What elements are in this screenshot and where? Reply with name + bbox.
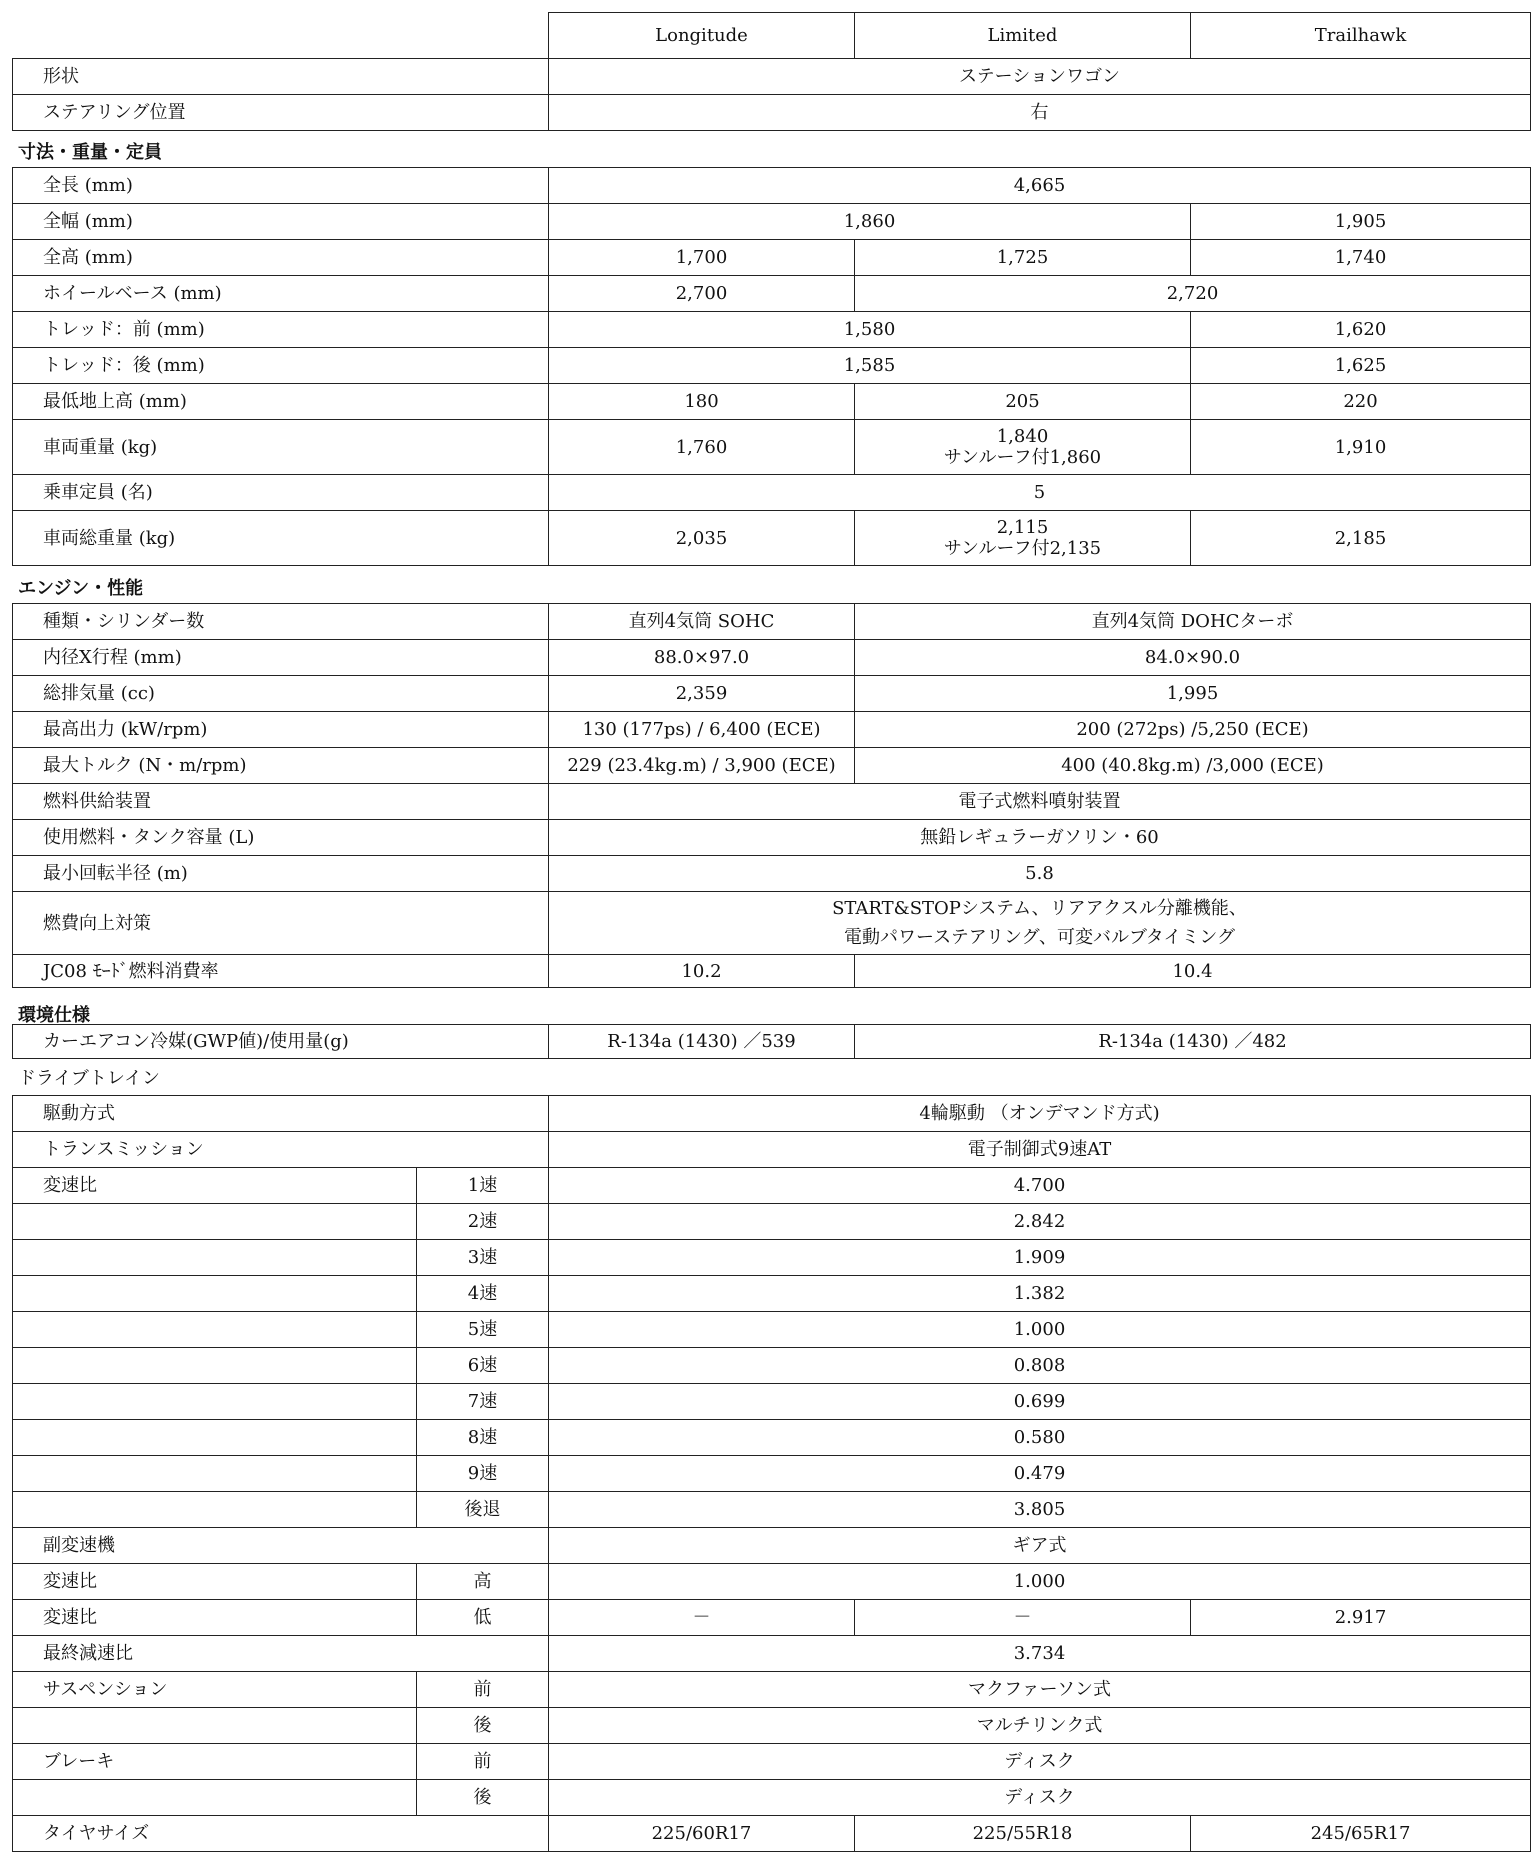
spec-table-top bbox=[12, 12, 1531, 131]
table-row bbox=[13, 204, 1531, 240]
table-row bbox=[13, 59, 1531, 95]
row-value: 直列4気筒 DOHCターボ bbox=[855, 604, 1531, 640]
table-row bbox=[13, 892, 1531, 955]
row-label: サスペンション bbox=[13, 1672, 417, 1708]
gear-label: 3速 bbox=[417, 1240, 549, 1276]
row-label: 副変速機 bbox=[13, 1528, 549, 1564]
row-label: 燃費向上対策 bbox=[13, 892, 549, 955]
table-row bbox=[13, 1708, 1531, 1744]
table-row bbox=[13, 1204, 1531, 1240]
row-label bbox=[13, 1312, 417, 1348]
table-row bbox=[13, 1384, 1531, 1420]
row-label: 内径X行程 (mm) bbox=[13, 640, 549, 676]
value-line: 2,115 bbox=[996, 517, 1049, 538]
row-value: 1.909 bbox=[549, 1240, 1531, 1276]
table-row bbox=[13, 1456, 1531, 1492]
row-value bbox=[549, 892, 1531, 955]
row-value: 0.479 bbox=[549, 1456, 1531, 1492]
table-row bbox=[13, 1240, 1531, 1276]
gear-label: 8速 bbox=[417, 1420, 549, 1456]
row-value: － bbox=[855, 1600, 1191, 1636]
table-row bbox=[13, 1528, 1531, 1564]
row-value: 220 bbox=[1191, 384, 1531, 420]
row-label: トランスミッション bbox=[13, 1132, 549, 1168]
value-line: サンルーフ付1,860 bbox=[943, 447, 1102, 468]
spec-table-dimensions bbox=[12, 167, 1531, 566]
table-row bbox=[13, 1744, 1531, 1780]
row-value: 2.842 bbox=[549, 1204, 1531, 1240]
row-value: 1,860 bbox=[549, 204, 1191, 240]
table-row bbox=[13, 312, 1531, 348]
row-value: マルチリンク式 bbox=[549, 1708, 1531, 1744]
table-row bbox=[13, 604, 1531, 640]
row-value bbox=[855, 420, 1191, 475]
table-row bbox=[13, 1132, 1531, 1168]
section-title-engine: エンジン・性能 bbox=[18, 578, 144, 599]
row-value: 0.699 bbox=[549, 1384, 1531, 1420]
table-row bbox=[13, 1420, 1531, 1456]
row-label: 最大トルク (N・m/rpm) bbox=[13, 748, 549, 784]
row-value: 0.580 bbox=[549, 1420, 1531, 1456]
gear-label: 9速 bbox=[417, 1456, 549, 1492]
row-value bbox=[855, 511, 1191, 566]
table-row bbox=[13, 348, 1531, 384]
sub-label: 前 bbox=[417, 1672, 549, 1708]
row-value: 5.8 bbox=[549, 856, 1531, 892]
col-trailhawk: Trailhawk bbox=[1191, 13, 1531, 59]
gear-label: 2速 bbox=[417, 1204, 549, 1240]
row-value: 4輪駆動 （オンデマンド方式) bbox=[549, 1096, 1531, 1132]
gear-label: 4速 bbox=[417, 1276, 549, 1312]
table-row bbox=[13, 1564, 1531, 1600]
value-line: 1,840 bbox=[996, 426, 1049, 447]
row-value: 205 bbox=[855, 384, 1191, 420]
row-value: 1,580 bbox=[549, 312, 1191, 348]
row-label: 最小回転半径 (m) bbox=[13, 856, 549, 892]
table-row bbox=[13, 1636, 1531, 1672]
row-value: 3.734 bbox=[549, 1636, 1531, 1672]
row-value: 1,725 bbox=[855, 240, 1191, 276]
row-label: 形状 bbox=[13, 59, 549, 95]
row-value: 10.2 bbox=[549, 955, 855, 988]
row-value: 245/65R17 bbox=[1191, 1816, 1531, 1852]
row-label bbox=[13, 1456, 417, 1492]
row-label bbox=[13, 1708, 417, 1744]
row-value: － bbox=[549, 1600, 855, 1636]
sub-label: 後 bbox=[417, 1708, 549, 1744]
row-value: 1,760 bbox=[549, 420, 855, 475]
table-row bbox=[13, 384, 1531, 420]
table-row bbox=[13, 1168, 1531, 1204]
row-label: ステアリング位置 bbox=[13, 95, 549, 131]
row-value: 1,585 bbox=[549, 348, 1191, 384]
table-row bbox=[13, 240, 1531, 276]
row-value: 1.382 bbox=[549, 1276, 1531, 1312]
row-label: カーエアコン冷媒(GWP値)/使用量(g) bbox=[13, 1025, 549, 1059]
row-value: 5 bbox=[549, 475, 1531, 511]
row-value: 無鉛レギュラーガソリン・60 bbox=[549, 820, 1531, 856]
row-label: 駆動方式 bbox=[13, 1096, 549, 1132]
row-value: 4.700 bbox=[549, 1168, 1531, 1204]
row-value: 右 bbox=[549, 95, 1531, 131]
row-label: 総排気量 (cc) bbox=[13, 676, 549, 712]
row-label bbox=[13, 1276, 417, 1312]
row-value: 10.4 bbox=[855, 955, 1531, 988]
row-label: 最終減速比 bbox=[13, 1636, 549, 1672]
row-label: タイヤサイズ bbox=[13, 1816, 549, 1852]
row-label: 使用燃料・タンク容量 (L) bbox=[13, 820, 549, 856]
row-value: R-134a (1430) ／482 bbox=[855, 1025, 1531, 1059]
row-value: 4,665 bbox=[549, 168, 1531, 204]
row-value: 直列4気筒 SOHC bbox=[549, 604, 855, 640]
value-line: START&STOPシステム、リアアクスル分離機能、 bbox=[832, 898, 1247, 919]
table-row bbox=[13, 420, 1531, 475]
row-value: 電子制御式9速AT bbox=[549, 1132, 1531, 1168]
row-value: 1,620 bbox=[1191, 312, 1531, 348]
row-value: 229 (23.4kg.m) / 3,900 (ECE) bbox=[549, 748, 855, 784]
section-title-dimensions: 寸法・重量・定員 bbox=[18, 142, 162, 163]
row-label: 全長 (mm) bbox=[13, 168, 549, 204]
row-value: ギア式 bbox=[549, 1528, 1531, 1564]
row-label bbox=[13, 1420, 417, 1456]
table-row bbox=[13, 1816, 1531, 1852]
row-value: 225/60R17 bbox=[549, 1816, 855, 1852]
spec-table-engine bbox=[12, 603, 1531, 988]
table-row bbox=[13, 168, 1531, 204]
row-label: トレッド：前 (mm) bbox=[13, 312, 549, 348]
row-label: 車両総重量 (kg) bbox=[13, 511, 549, 566]
row-value: ディスク bbox=[549, 1744, 1531, 1780]
row-value: ステーションワゴン bbox=[549, 59, 1531, 95]
header-row bbox=[13, 13, 1531, 59]
row-label bbox=[13, 1492, 417, 1528]
row-value: 225/55R18 bbox=[855, 1816, 1191, 1852]
table-row bbox=[13, 95, 1531, 131]
row-value: 200 (272ps) /5,250 (ECE) bbox=[855, 712, 1531, 748]
row-value: 1,910 bbox=[1191, 420, 1531, 475]
row-value: 2,035 bbox=[549, 511, 855, 566]
row-label: 乗車定員 (名) bbox=[13, 475, 549, 511]
row-label: 変速比 bbox=[13, 1168, 417, 1204]
row-value: 180 bbox=[549, 384, 855, 420]
table-row bbox=[13, 784, 1531, 820]
row-value: R-134a (1430) ／539 bbox=[549, 1025, 855, 1059]
row-value: 130 (177ps) / 6,400 (ECE) bbox=[549, 712, 855, 748]
row-value: 84.0×90.0 bbox=[855, 640, 1531, 676]
row-label: 最高出力 (kW/rpm) bbox=[13, 712, 549, 748]
table-row bbox=[13, 276, 1531, 312]
table-row bbox=[13, 1348, 1531, 1384]
row-value: 1,700 bbox=[549, 240, 855, 276]
sub-label: 後 bbox=[417, 1780, 549, 1816]
row-value: 1.000 bbox=[549, 1564, 1531, 1600]
row-value: 400 (40.8kg.m) /3,000 (ECE) bbox=[855, 748, 1531, 784]
table-row bbox=[13, 511, 1531, 566]
row-label: 車両重量 (kg) bbox=[13, 420, 549, 475]
row-label: ホイールベース (mm) bbox=[13, 276, 549, 312]
gear-label: 後退 bbox=[417, 1492, 549, 1528]
table-row bbox=[13, 856, 1531, 892]
row-value: 2,359 bbox=[549, 676, 855, 712]
row-value: 1,905 bbox=[1191, 204, 1531, 240]
gear-label: 5速 bbox=[417, 1312, 549, 1348]
table-row bbox=[13, 1312, 1531, 1348]
table-row bbox=[13, 712, 1531, 748]
row-value: 1,625 bbox=[1191, 348, 1531, 384]
row-label: 変速比 bbox=[13, 1564, 417, 1600]
table-row bbox=[13, 475, 1531, 511]
row-label bbox=[13, 1780, 417, 1816]
gear-label: 1速 bbox=[417, 1168, 549, 1204]
table-row bbox=[13, 1025, 1531, 1059]
row-value: 電子式燃料噴射装置 bbox=[549, 784, 1531, 820]
sub-label: 前 bbox=[417, 1744, 549, 1780]
table-row bbox=[13, 1600, 1531, 1636]
row-value: 2,185 bbox=[1191, 511, 1531, 566]
row-value: ディスク bbox=[549, 1780, 1531, 1816]
sub-label: 高 bbox=[417, 1564, 549, 1600]
row-value: マクファーソン式 bbox=[549, 1672, 1531, 1708]
spec-table-environment bbox=[12, 1024, 1531, 1059]
row-value: 2,720 bbox=[855, 276, 1531, 312]
table-row bbox=[13, 640, 1531, 676]
value-line: 電動パワーステアリング、可変バルブタイミング bbox=[844, 927, 1235, 948]
table-row bbox=[13, 1276, 1531, 1312]
col-longitude: Longitude bbox=[549, 13, 855, 59]
row-label: 全高 (mm) bbox=[13, 240, 549, 276]
row-label: 最低地上高 (mm) bbox=[13, 384, 549, 420]
table-row bbox=[13, 676, 1531, 712]
row-label bbox=[13, 1384, 417, 1420]
row-value: 1.000 bbox=[549, 1312, 1531, 1348]
table-row bbox=[13, 748, 1531, 784]
spec-table-drivetrain bbox=[12, 1095, 1531, 1852]
row-label: トレッド：後 (mm) bbox=[13, 348, 549, 384]
gear-label: 7速 bbox=[417, 1384, 549, 1420]
row-value: 1,995 bbox=[855, 676, 1531, 712]
sub-label: 低 bbox=[417, 1600, 549, 1636]
row-value: 0.808 bbox=[549, 1348, 1531, 1384]
row-label bbox=[13, 1348, 417, 1384]
section-title-drivetrain: ドライブトレイン bbox=[18, 1068, 161, 1089]
row-label: 種類・シリンダー数 bbox=[13, 604, 549, 640]
row-label: 全幅 (mm) bbox=[13, 204, 549, 240]
row-label: 燃料供給装置 bbox=[13, 784, 549, 820]
section-title-environment: 環境仕様 bbox=[18, 1005, 90, 1026]
table-row bbox=[13, 955, 1531, 988]
row-label bbox=[13, 1204, 417, 1240]
row-label bbox=[13, 1240, 417, 1276]
col-limited: Limited bbox=[855, 13, 1191, 59]
table-row bbox=[13, 1780, 1531, 1816]
row-value: 2,700 bbox=[549, 276, 855, 312]
row-label: ブレーキ bbox=[13, 1744, 417, 1780]
row-value: 2.917 bbox=[1191, 1600, 1531, 1636]
table-row bbox=[13, 1672, 1531, 1708]
row-value: 1,740 bbox=[1191, 240, 1531, 276]
gear-label: 6速 bbox=[417, 1348, 549, 1384]
value-line: サンルーフ付2,135 bbox=[943, 538, 1102, 559]
table-row bbox=[13, 820, 1531, 856]
table-row bbox=[13, 1096, 1531, 1132]
row-label: 変速比 bbox=[13, 1600, 417, 1636]
row-value: 88.0×97.0 bbox=[549, 640, 855, 676]
row-label: JC08 ﾓｰﾄﾞ燃料消費率 bbox=[13, 955, 549, 988]
table-row bbox=[13, 1492, 1531, 1528]
row-value: 3.805 bbox=[549, 1492, 1531, 1528]
